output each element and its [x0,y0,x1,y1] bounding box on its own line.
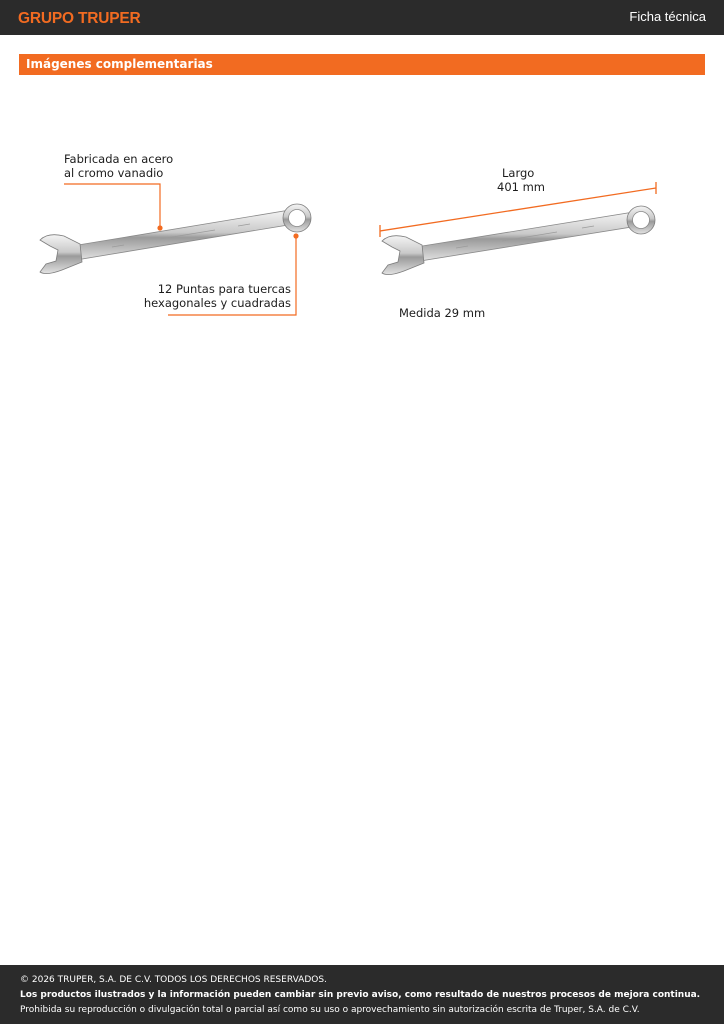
wrench-callouts-figure [0,140,362,340]
footer-notice: Los productos ilustrados y la información pueden cambiar sin previo aviso, como resultado de nuestros procesos de mejora continua. [20,990,701,1000]
material-callout-line1: Fabricada en acero [64,152,174,166]
footer-prohibition: Prohibida su reproducción o divulgación total o parcial así como su uso o aprovechamiento sin autorización escrita de Truper, S.A. de C.V. [20,1005,640,1015]
section-title: Imágenes complementarias [26,57,213,71]
material-callout-line2: al cromo vanadio [64,166,164,180]
length-label: Largo [502,166,535,180]
brand-logo: GRUPO TRUPER [18,10,141,27]
points-callout-line1: 12 Puntas para tuercas [157,282,291,296]
wrench-illustration-left [0,140,362,340]
length-value: 401 mm [497,180,546,194]
size-caption: Medida 29 mm [399,306,486,320]
top-bar [0,0,724,35]
footer [0,965,724,1024]
footer-copyright: © 2026 TRUPER, S.A. DE C.V. TODOS LOS DERECHOS RESERVADOS. [20,975,327,985]
section-header [19,54,705,75]
document-type: Ficha técnica [629,9,706,24]
wrench-dimensions-figure [362,140,724,340]
points-callout-line2: hexagonales y cuadradas [143,296,291,310]
